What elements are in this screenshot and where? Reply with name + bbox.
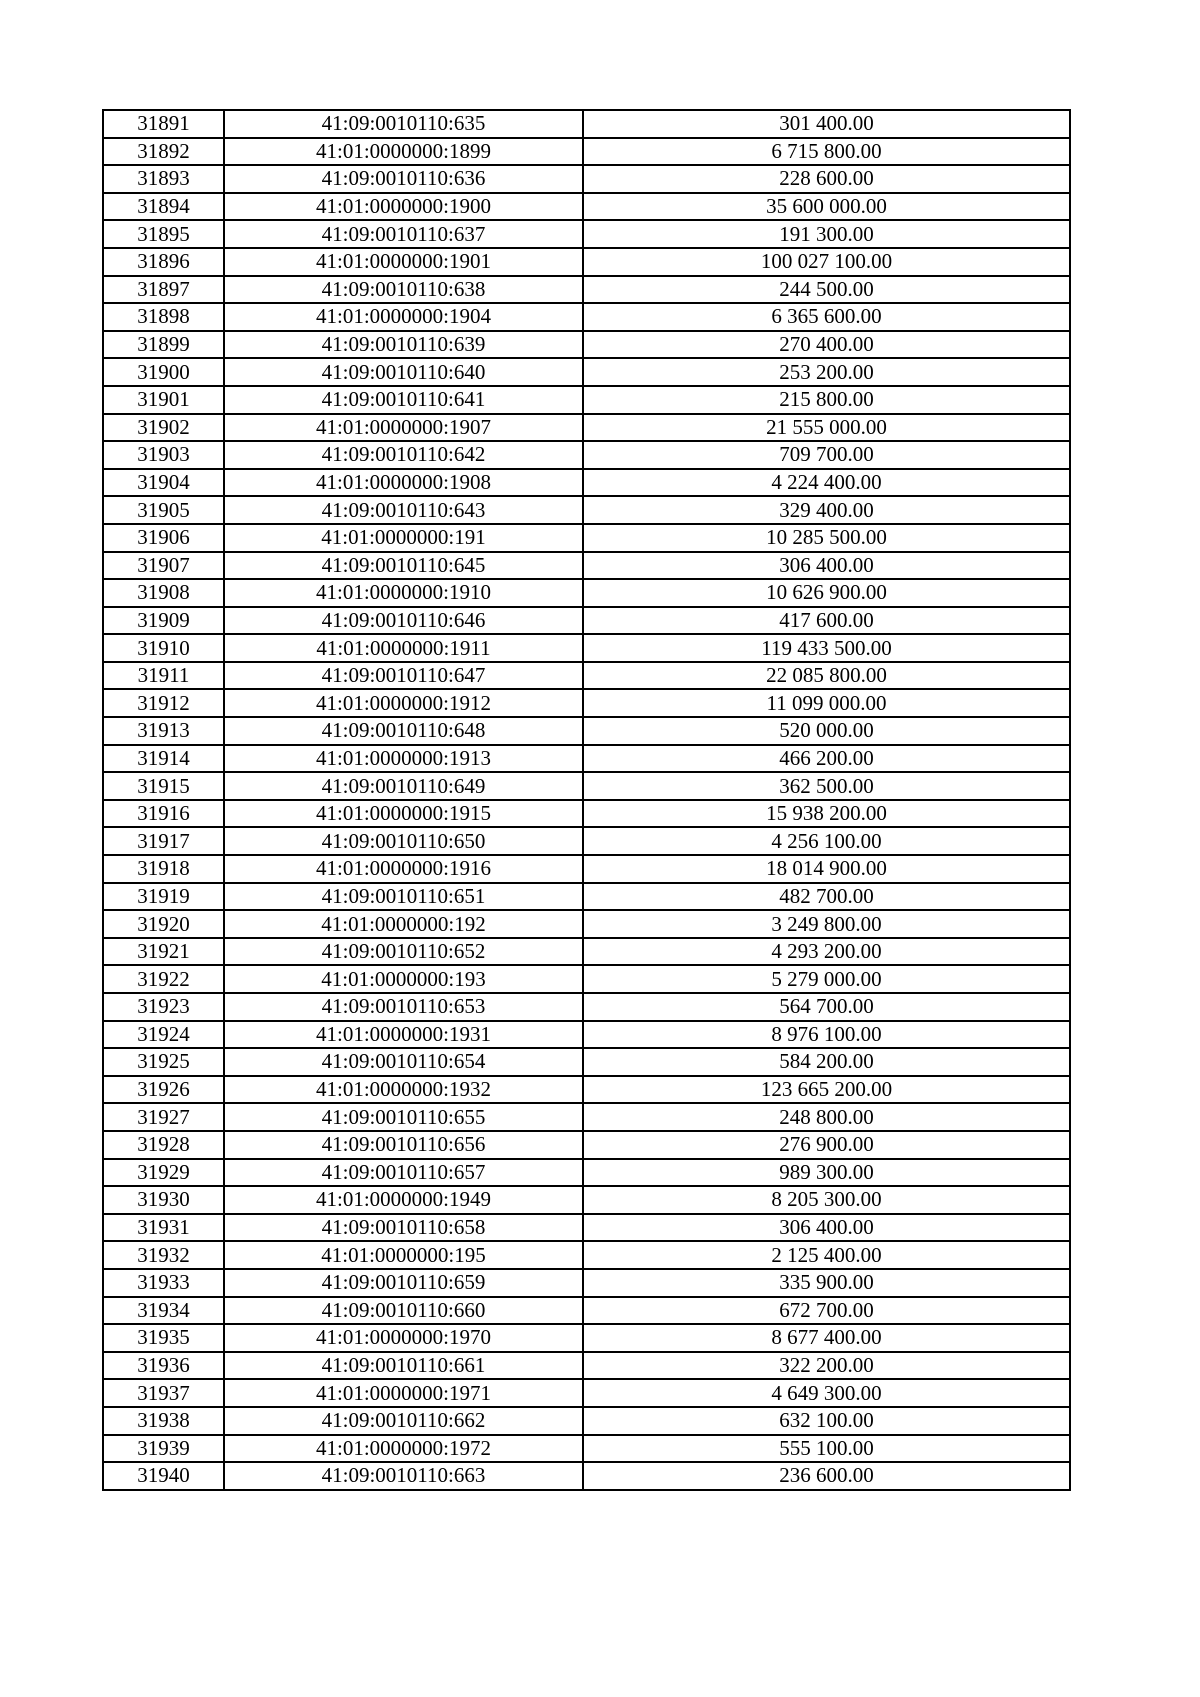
table-row: [103, 1462, 1070, 1490]
table-row: [103, 165, 1070, 193]
row-number-cell: 31897: [103, 276, 224, 304]
row-number-cell: 31936: [103, 1352, 224, 1380]
table-row: [103, 193, 1070, 221]
cadastral-value-cell: 10 626 900.00: [583, 579, 1070, 607]
cadastral-number-cell: 41:01:0000000:1915: [224, 800, 583, 828]
cadastral-number-cell: 41:01:0000000:1907: [224, 414, 583, 442]
cadastral-value-cell: 191 300.00: [583, 220, 1070, 248]
row-number-cell: 31910: [103, 634, 224, 662]
cadastral-number-cell: 41:01:0000000:195: [224, 1241, 583, 1269]
cadastral-value-cell: 584 200.00: [583, 1048, 1070, 1076]
table-row: [103, 469, 1070, 497]
cadastral-value-cell: 709 700.00: [583, 441, 1070, 469]
row-number-cell: 31934: [103, 1297, 224, 1325]
table-body: [103, 110, 1070, 1490]
cadastral-value-cell: 236 600.00: [583, 1462, 1070, 1490]
row-number-cell: 31891: [103, 110, 224, 138]
row-number-cell: 31894: [103, 193, 224, 221]
table-row: [103, 910, 1070, 938]
row-number-cell: 31913: [103, 717, 224, 745]
cadastral-value-cell: 8 677 400.00: [583, 1324, 1070, 1352]
table-row: [103, 414, 1070, 442]
row-number-cell: 31899: [103, 331, 224, 359]
table-row: [103, 772, 1070, 800]
table-row: [103, 1269, 1070, 1297]
row-number-cell: 31925: [103, 1048, 224, 1076]
cadastral-value-cell: 22 085 800.00: [583, 662, 1070, 690]
table-row: [103, 855, 1070, 883]
cadastral-value-cell: 4 649 300.00: [583, 1379, 1070, 1407]
cadastral-number-cell: 41:09:0010110:647: [224, 662, 583, 690]
row-number-cell: 31912: [103, 689, 224, 717]
table-row: [103, 689, 1070, 717]
table-row: [103, 634, 1070, 662]
cadastral-number-cell: 41:09:0010110:635: [224, 110, 583, 138]
table-row: [103, 441, 1070, 469]
row-number-cell: 31933: [103, 1269, 224, 1297]
cadastral-number-cell: 41:09:0010110:646: [224, 607, 583, 635]
cadastral-number-cell: 41:01:0000000:191: [224, 524, 583, 552]
row-number-cell: 31922: [103, 965, 224, 993]
table-row: [103, 276, 1070, 304]
cadastral-number-cell: 41:09:0010110:657: [224, 1159, 583, 1187]
cadastral-value-cell: 482 700.00: [583, 883, 1070, 911]
cadastral-number-cell: 41:01:0000000:193: [224, 965, 583, 993]
cadastral-number-cell: 41:09:0010110:663: [224, 1462, 583, 1490]
cadastral-value-cell: 520 000.00: [583, 717, 1070, 745]
row-number-cell: 31918: [103, 855, 224, 883]
cadastral-value-cell: 335 900.00: [583, 1269, 1070, 1297]
table-row: [103, 965, 1070, 993]
cadastral-number-cell: 41:01:0000000:1931: [224, 1021, 583, 1049]
cadastral-value-cell: 417 600.00: [583, 607, 1070, 635]
cadastral-value-cell: 5 279 000.00: [583, 965, 1070, 993]
cadastral-number-cell: 41:01:0000000:1949: [224, 1186, 583, 1214]
table-row: [103, 993, 1070, 1021]
cadastral-value-cell: 11 099 000.00: [583, 689, 1070, 717]
table-row: [103, 1048, 1070, 1076]
row-number-cell: 31900: [103, 358, 224, 386]
row-number-cell: 31915: [103, 772, 224, 800]
cadastral-number-cell: 41:01:0000000:1910: [224, 579, 583, 607]
row-number-cell: 31892: [103, 138, 224, 166]
row-number-cell: 31926: [103, 1076, 224, 1104]
row-number-cell: 31917: [103, 827, 224, 855]
table-row: [103, 1324, 1070, 1352]
cadastral-number-cell: 41:09:0010110:658: [224, 1214, 583, 1242]
cadastral-value-cell: 632 100.00: [583, 1407, 1070, 1435]
cadastral-value-cell: 2 125 400.00: [583, 1241, 1070, 1269]
cadastral-value-cell: 672 700.00: [583, 1297, 1070, 1325]
cadastral-value-cell: 6 715 800.00: [583, 138, 1070, 166]
cadastral-number-cell: 41:09:0010110:653: [224, 993, 583, 1021]
cadastral-number-cell: 41:09:0010110:639: [224, 331, 583, 359]
cadastral-number-cell: 41:09:0010110:642: [224, 441, 583, 469]
table-row: [103, 1131, 1070, 1159]
row-number-cell: 31927: [103, 1103, 224, 1131]
cadastral-number-cell: 41:09:0010110:636: [224, 165, 583, 193]
table-row: [103, 1159, 1070, 1187]
row-number-cell: 31920: [103, 910, 224, 938]
cadastral-number-cell: 41:01:0000000:1970: [224, 1324, 583, 1352]
cadastral-value-cell: 362 500.00: [583, 772, 1070, 800]
table-row: [103, 248, 1070, 276]
cadastral-number-cell: 41:01:0000000:1899: [224, 138, 583, 166]
cadastral-number-cell: 41:01:0000000:1901: [224, 248, 583, 276]
cadastral-value-cell: 228 600.00: [583, 165, 1070, 193]
cadastral-number-cell: 41:09:0010110:660: [224, 1297, 583, 1325]
cadastral-number-cell: 41:09:0010110:641: [224, 386, 583, 414]
cadastral-value-cell: 555 100.00: [583, 1435, 1070, 1463]
cadastral-number-cell: 41:01:0000000:1908: [224, 469, 583, 497]
cadastral-value-table: [102, 109, 1071, 1491]
table-row: [103, 1241, 1070, 1269]
cadastral-value-cell: 35 600 000.00: [583, 193, 1070, 221]
table-row: [103, 138, 1070, 166]
row-number-cell: 31907: [103, 552, 224, 580]
table-row: [103, 1214, 1070, 1242]
cadastral-value-cell: 248 800.00: [583, 1103, 1070, 1131]
row-number-cell: 31921: [103, 938, 224, 966]
row-number-cell: 31940: [103, 1462, 224, 1490]
cadastral-value-cell: 301 400.00: [583, 110, 1070, 138]
cadastral-value-cell: 306 400.00: [583, 1214, 1070, 1242]
row-number-cell: 31896: [103, 248, 224, 276]
cadastral-number-cell: 41:01:0000000:1911: [224, 634, 583, 662]
cadastral-value-cell: 6 365 600.00: [583, 303, 1070, 331]
table-row: [103, 717, 1070, 745]
table-row: [103, 303, 1070, 331]
cadastral-number-cell: 41:09:0010110:643: [224, 496, 583, 524]
cadastral-number-cell: 41:09:0010110:662: [224, 1407, 583, 1435]
table-row: [103, 607, 1070, 635]
cadastral-value-cell: 4 224 400.00: [583, 469, 1070, 497]
row-number-cell: 31905: [103, 496, 224, 524]
cadastral-value-cell: 276 900.00: [583, 1131, 1070, 1159]
row-number-cell: 31916: [103, 800, 224, 828]
row-number-cell: 31914: [103, 745, 224, 773]
row-number-cell: 31932: [103, 1241, 224, 1269]
cadastral-value-cell: 329 400.00: [583, 496, 1070, 524]
row-number-cell: 31939: [103, 1435, 224, 1463]
cadastral-number-cell: 41:01:0000000:1971: [224, 1379, 583, 1407]
row-number-cell: 31924: [103, 1021, 224, 1049]
cadastral-number-cell: 41:09:0010110:659: [224, 1269, 583, 1297]
cadastral-value-cell: 4 293 200.00: [583, 938, 1070, 966]
table-row: [103, 1103, 1070, 1131]
cadastral-value-cell: 306 400.00: [583, 552, 1070, 580]
cadastral-value-cell: 8 976 100.00: [583, 1021, 1070, 1049]
table-row: [103, 745, 1070, 773]
cadastral-number-cell: 41:01:0000000:1916: [224, 855, 583, 883]
cadastral-value-cell: 18 014 900.00: [583, 855, 1070, 883]
table-row: [103, 386, 1070, 414]
row-number-cell: 31935: [103, 1324, 224, 1352]
table-row: [103, 827, 1070, 855]
cadastral-value-cell: 123 665 200.00: [583, 1076, 1070, 1104]
row-number-cell: 31928: [103, 1131, 224, 1159]
row-number-cell: 31929: [103, 1159, 224, 1187]
table-row: [103, 938, 1070, 966]
table-row: [103, 579, 1070, 607]
table-row: [103, 110, 1070, 138]
row-number-cell: 31937: [103, 1379, 224, 1407]
cadastral-value-cell: 100 027 100.00: [583, 248, 1070, 276]
cadastral-value-cell: 564 700.00: [583, 993, 1070, 1021]
cadastral-number-cell: 41:09:0010110:648: [224, 717, 583, 745]
cadastral-number-cell: 41:09:0010110:650: [224, 827, 583, 855]
cadastral-value-cell: 4 256 100.00: [583, 827, 1070, 855]
cadastral-number-cell: 41:01:0000000:1904: [224, 303, 583, 331]
cadastral-number-cell: 41:09:0010110:645: [224, 552, 583, 580]
row-number-cell: 31902: [103, 414, 224, 442]
table-row: [103, 220, 1070, 248]
cadastral-number-cell: 41:09:0010110:652: [224, 938, 583, 966]
row-number-cell: 31906: [103, 524, 224, 552]
row-number-cell: 31908: [103, 579, 224, 607]
cadastral-number-cell: 41:09:0010110:649: [224, 772, 583, 800]
row-number-cell: 31919: [103, 883, 224, 911]
cadastral-number-cell: 41:01:0000000:192: [224, 910, 583, 938]
cadastral-number-cell: 41:01:0000000:1900: [224, 193, 583, 221]
row-number-cell: 31895: [103, 220, 224, 248]
table-row: [103, 1407, 1070, 1435]
cadastral-value-cell: 10 285 500.00: [583, 524, 1070, 552]
cadastral-number-cell: 41:09:0010110:638: [224, 276, 583, 304]
row-number-cell: 31931: [103, 1214, 224, 1242]
cadastral-number-cell: 41:09:0010110:661: [224, 1352, 583, 1380]
cadastral-number-cell: 41:09:0010110:640: [224, 358, 583, 386]
cadastral-value-cell: 466 200.00: [583, 745, 1070, 773]
row-number-cell: 31909: [103, 607, 224, 635]
cadastral-value-cell: 8 205 300.00: [583, 1186, 1070, 1214]
table-row: [103, 358, 1070, 386]
cadastral-number-cell: 41:09:0010110:656: [224, 1131, 583, 1159]
row-number-cell: 31923: [103, 993, 224, 1021]
cadastral-value-cell: 3 249 800.00: [583, 910, 1070, 938]
cadastral-value-cell: 989 300.00: [583, 1159, 1070, 1187]
cadastral-number-cell: 41:01:0000000:1912: [224, 689, 583, 717]
table-row: [103, 883, 1070, 911]
cadastral-value-cell: 215 800.00: [583, 386, 1070, 414]
row-number-cell: 31938: [103, 1407, 224, 1435]
table-row: [103, 552, 1070, 580]
cadastral-number-cell: 41:09:0010110:637: [224, 220, 583, 248]
table-row: [103, 1297, 1070, 1325]
row-number-cell: 31903: [103, 441, 224, 469]
cadastral-number-cell: 41:01:0000000:1932: [224, 1076, 583, 1104]
table-row: [103, 331, 1070, 359]
cadastral-value-cell: 21 555 000.00: [583, 414, 1070, 442]
cadastral-value-cell: 244 500.00: [583, 276, 1070, 304]
cadastral-value-cell: 15 938 200.00: [583, 800, 1070, 828]
cadastral-number-cell: 41:09:0010110:651: [224, 883, 583, 911]
table-row: [103, 662, 1070, 690]
row-number-cell: 31893: [103, 165, 224, 193]
cadastral-number-cell: 41:01:0000000:1913: [224, 745, 583, 773]
cadastral-value-cell: 270 400.00: [583, 331, 1070, 359]
cadastral-number-cell: 41:01:0000000:1972: [224, 1435, 583, 1463]
table-row: [103, 524, 1070, 552]
row-number-cell: 31898: [103, 303, 224, 331]
table-row: [103, 1076, 1070, 1104]
table-row: [103, 1379, 1070, 1407]
table-row: [103, 496, 1070, 524]
row-number-cell: 31901: [103, 386, 224, 414]
table-row: [103, 800, 1070, 828]
cadastral-value-cell: 119 433 500.00: [583, 634, 1070, 662]
row-number-cell: 31930: [103, 1186, 224, 1214]
table-row: [103, 1021, 1070, 1049]
table-row: [103, 1186, 1070, 1214]
row-number-cell: 31911: [103, 662, 224, 690]
table-row: [103, 1435, 1070, 1463]
cadastral-number-cell: 41:09:0010110:654: [224, 1048, 583, 1076]
row-number-cell: 31904: [103, 469, 224, 497]
cadastral-value-cell: 253 200.00: [583, 358, 1070, 386]
cadastral-value-cell: 322 200.00: [583, 1352, 1070, 1380]
cadastral-number-cell: 41:09:0010110:655: [224, 1103, 583, 1131]
table-row: [103, 1352, 1070, 1380]
